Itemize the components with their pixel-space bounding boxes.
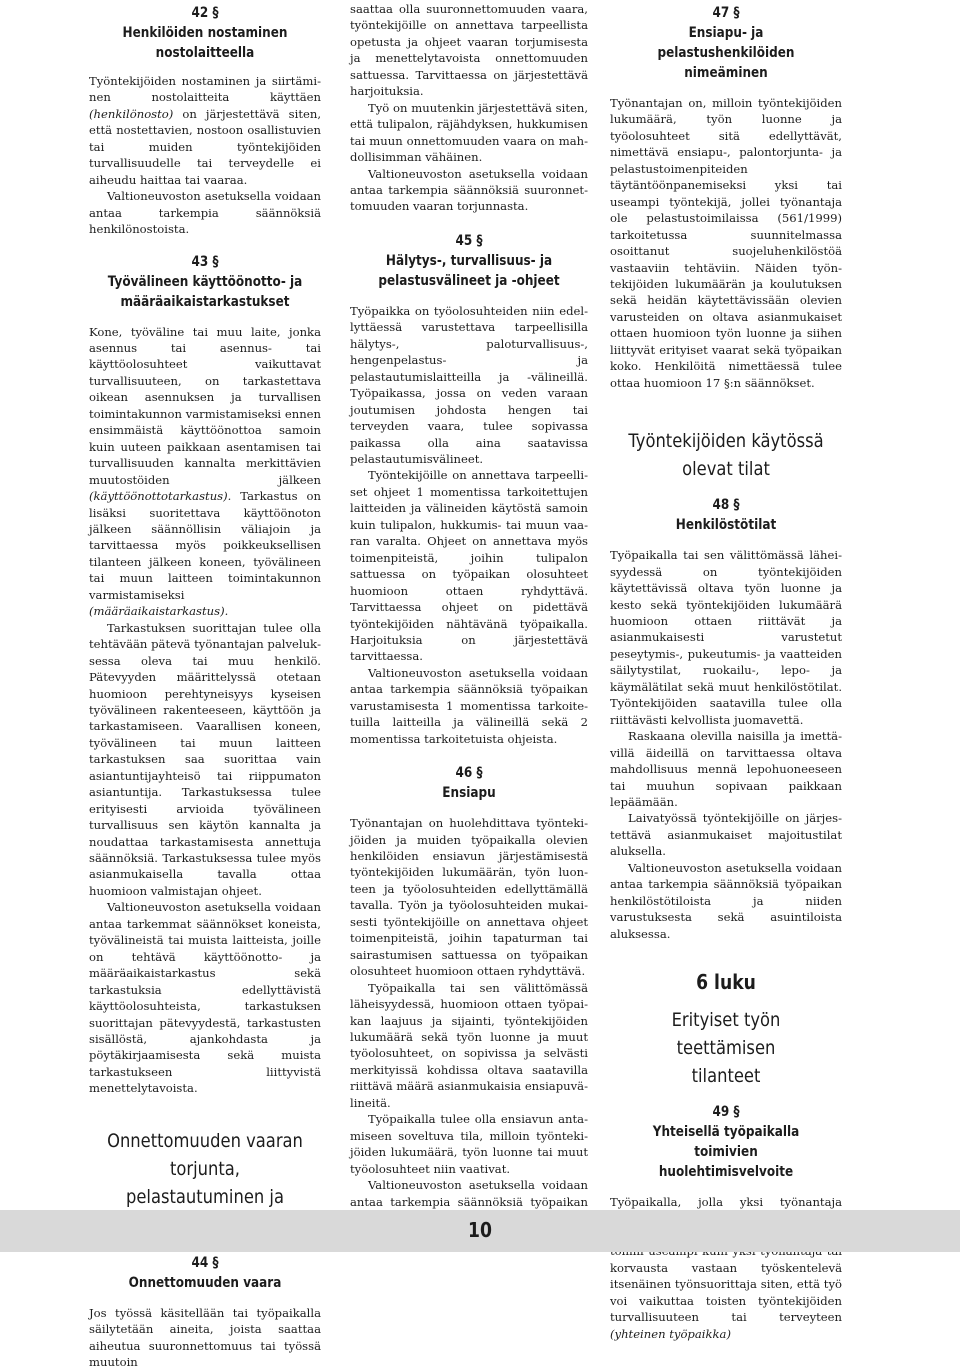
section-43-paragraph-2: Tarkastuksen suorittajan tulee olla tehtävään pätevä työnantajan palveluksessa oleva tai muu henkilö. Pätevyyden määrittelyssä otetaan huomioon perehtyneisyys kyseisen työvälineen rakenteeseen, käyttöön ja tarkastamiseen. Vaarallisen koneen, työvälineen tai muun laitteen tarkastuksen saa suorittaa vain asiantuntijayhteisö tai riippumaton asiantuntija. Tarkastuksessa tulee erityisesti arvioida työvälineen turvallisuus sen käytön kannalta ja noudattaa tarkastamisesta annettuja säännöksiä. Tarkastuksessa tulee myös asianmukaisella tavalla ottaa huomioon valmistajan ohjeet.	[89, 620, 321, 898]
section-45-paragraph-3: Valtioneuvoston asetuksella voidaan antaa tarkempia säännöksiä työpaikan varustamisesta 1 momentissa tarkoitetuilla laitteilla ja välineillä sekä 2 momentissa tarkoitetuista ohjeista.	[350, 665, 588, 746]
section-43-p1-emphasis-2: (määräaikaistarkastus).	[89, 604, 229, 619]
section-48-title	[626, 515, 826, 535]
section-43-p1-text-mid: Tarkastus on lisäksi suoritettava käyttöönoton jälkeen säännöllisin väliajoin ja tarvittaessa myös poikkeuksellisen tilanteen jälkeen koneen, työvälineen tai muun laitteen toimintakunnon varmistamiseksi	[89, 489, 321, 602]
section-43-title-line-2: määräaikaistarkastukset	[120, 293, 290, 310]
section-42-paragraph-1	[89, 73, 321, 188]
column-right	[610, 0, 842, 1342]
page-number: 10	[468, 1218, 492, 1242]
section-48-number: 48 §	[712, 497, 740, 514]
section-42-p1-text: Työntekijöiden nostaminen ja siirtäminen nostolaitteita käyttäen	[89, 74, 321, 105]
section-42-p1-text-end: on järjestettävä siten, että nostettavien, nostoon osallistuvien tai muiden työntekijöiden turvallisuudelle tai terveydelle ei aiheudu haittaa tai vaaraa.	[89, 106, 321, 187]
section-46-title	[367, 783, 572, 803]
section-42-title	[105, 23, 305, 63]
section-44-paragraph-1: Jos työssä käsitellään tai työpaikalla säilytetään aineita, joista saattaa aiheutua suuronnettomuus tai työssä muutoin	[89, 1305, 321, 1370]
section-48-paragraph-1: Työpaikalla tai sen välittömässä läheisyydessä on työntekijöiden käytettävissä oltava työn luonne ja kesto sekä työntekijöiden lukumäärä huomioon ottaen riittävät ja asianmukaisesti varustetut peseytymis-, pukeutumis- ja vaatteiden säilytystilat, ruokailu-, lepo- ja käymälätilat sekä muut henkilöstötilat. Työntekijöiden saatavilla tulee olla riittävästi kelvollista juomavettä.	[610, 548, 842, 727]
section-45-title	[367, 251, 572, 291]
chapter-6-title-line-1: Erityiset työn teettämisen	[671, 1009, 781, 1060]
section-45-paragraph-1: Työpaikka on työolosuhteiden niin edellyttäessä varustettava tarpeellisilla hälytys-, paloturvallisuus-, hengenpelastus- ja pelastautumislaitteilla ja -välineillä. Työpaikassa, jossa on veden varaan joutumisen johdosta hengen tai terveyden vaara, tulee sopivassa paikassa olla aina saatavissa pelastautumisvälineet.	[350, 303, 588, 466]
section-45-title-line-1: Hälytys-, turvallisuus- ja	[385, 252, 553, 269]
section-43-title	[105, 272, 305, 312]
section-44-number: 44 §	[191, 1254, 219, 1271]
section-42-p1-emphasis: (henkilönosto)	[89, 106, 174, 121]
section-46-paragraph-2: Työpaikalla tai sen välittömässä läheisyydessä, huomioon ottaen työpaikan laajuus ja sijainti, työntekijöiden lukumäärä sekä työn luonne ja muut työolosuhteet, on sopivissa ja selvästi merkityissä kohdissa oltava saatavilla riittävä määrä asianmukaisia ensiapuvälineitä.	[350, 980, 588, 1110]
section-47-title-line-2: nimeäminen	[684, 65, 768, 81]
section-48-paragraph-4: Valtioneuvoston asetuksella voidaan antaa tarkempia säännöksiä työpaikan henkilöstötiloista ja niiden varustuksesta sekä asuintiloista aluksessa.	[610, 860, 842, 941]
section-46-paragraph-4: Valtioneuvoston asetuksella voidaan antaa tarkempia säännöksiä työpaikan	[350, 1178, 588, 1209]
section-49-p1-text: Työpaikalla, jolla yksi työnantaja korvausta vastaan työskentelevä itsenäinen työnsuorittaja siten, että työ voi vaikuttaa toisten työntekijöiden turvallisuuteen tai terveyteen	[610, 1195, 842, 1325]
section-44-title	[105, 1273, 305, 1293]
chapter-6-number: 6 luku	[696, 970, 756, 995]
section-43-p1-emphasis: (käyttöönottotarkastus).	[89, 489, 232, 504]
section-46-title-line-1: Ensiapu	[442, 785, 496, 802]
section-48-paragraph-2: Raskaana olevilla naisilla ja imettävillä äideillä on tarvittaessa oltava mahdollisuus mennä lepohuoneeseen tai muuhun sopivaan paikkaan lepäämään.	[610, 729, 842, 809]
chapter-6-title-line-2: tilanteet	[691, 1065, 761, 1088]
section-46-number: 46 §	[455, 765, 483, 782]
section-47-number: 47 §	[712, 5, 740, 21]
section-42-title-line-2: nostolaitteella	[155, 45, 255, 61]
section-44-paragraph-1-continued: saattaa olla suuronnettomuuden vaara, työntekijöille on annettava tarpeellista opetusta ja ohjeet vaaran torjumisesta ja menettelytavoista onnettomuuden sattuessa. Tarvittaessa on järjestettävä harjoituksia.	[350, 2, 588, 99]
section-43-title-line-1: Työvälineen käyttöönotto- ja	[107, 273, 303, 290]
section-49-title-line-2: huolehtimisvelvoite	[658, 1164, 794, 1181]
section-43-paragraph-1	[89, 324, 321, 620]
section-44-paragraph-2: Työ on muutenkin järjestettävä siten, että tulipalon, räjähdyksen, hukkumisen tai muun onnettomuuden vaara on mahdollisimman vähäinen.	[350, 100, 588, 165]
page-number-band	[0, 1210, 960, 1252]
section-42-number: 42 §	[191, 5, 219, 21]
section-49-title	[626, 1122, 826, 1182]
section-46-paragraph-3: Työpaikalla tulee olla ensiavun antamiseen soveltuva tila, milloin työntekijöiden lukumäärä, työn luonne tai muut työolosuhteet niin vaativat.	[350, 1112, 588, 1176]
column-left	[89, 0, 321, 1371]
chapter-title-line-1: Onnettomuuden vaaran torjunta,	[107, 1129, 303, 1180]
section-48-paragraph-3: Laivatyössä työntekijöille on järjestettävä asianmukaiset majoitustilat aluksella.	[610, 811, 842, 859]
section-42-paragraph-2: Valtioneuvoston asetuksella voidaan antaa tarkempia säännöksiä henkilönostoista.	[89, 189, 321, 237]
section-43-number: 43 §	[191, 253, 219, 270]
chapter-tilat-line-2: olevat tilat	[682, 458, 770, 481]
section-44-paragraph-3: Valtioneuvoston asetuksella voidaan antaa tarkempia säännöksiä suuronnettomuuden vaaran torjunnasta.	[350, 166, 588, 214]
section-45-number: 45 §	[455, 232, 483, 249]
section-48-title-line-1: Henkilöstötilat	[675, 517, 777, 534]
section-47-title	[626, 23, 826, 83]
section-46-paragraph-1: Työnantajan on huolehdittava työntekijöiden ja muiden työpaikalla olevien henkilöiden ensiavun järjestämisestä työntekijöiden lukumäärän, työn luonteen ja työolosuhteiden edellyttämällä tavalla. Työn ja työolosuhteiden mukaisesti työntekijöille on annettava ohjeet toimenpiteistä, joihin tapaturman tai sairastumisen sattuessa on työpaikan olosuhteet huomioon ottaen ryhdyttävä.	[350, 816, 588, 979]
section-47-paragraph-1: Työnantajan on, milloin työntekijöiden lukumäärä, työn luonne ja työolosuhteet sitä edellyttävät, nimettävä ensiapu-, palontorjunta- ja pelastustoimenpiteiden täytäntöönpanemiseksi yksi tai useampi työntekijä, jollei työnantaja ole pelastustoimilaissa (561/1999) tarkoitetussa suunnitelmassa osoittanut suojeluhenkilöstöä vastaaviin tehtäviin. Näiden työntekijöiden lukumäärän ja koulutuksen sekä heidän käytettävissään olevien varusteiden on oltava asianmukaiset ottaen huomioon työn luonne ja siihen liittyvät erityiset vaarat sekä työpaikan koko. Henkilöitä nimettäessä tulee ottaa huomioon 17 §:n säännökset.	[610, 96, 842, 390]
chapter-6-title	[626, 1006, 826, 1090]
chapter-title-line-2: pelastautuminen ja	[125, 1185, 284, 1208]
column-middle	[350, 0, 588, 1243]
section-44-title-line-1: Onnettomuuden vaara	[128, 1274, 282, 1291]
section-49-p1-emphasis: (yhteinen työpaikka)	[610, 1326, 731, 1341]
section-49-number: 49 §	[712, 1104, 740, 1121]
chapter-title-tilat	[626, 427, 826, 483]
section-45-title-line-2: pelastusvälineet ja -ohjeet	[378, 272, 560, 289]
section-42-title-line-1: Henkilöiden nostaminen	[122, 25, 288, 41]
section-43-p1-text: Kone, työväline tai muu laite, jonka asennus tai asennus- tai käyttöolosuhteet vaikuttavat turvallisuuteen, on tarkastettava oikean asennuksen ja turvallisen toimintakunnon varmistamiseksi ennen ensimmäistä käyttöönottoa samoin kuin uuteen paikkaan asentamisen tai turvallisuuden kannalta merkittävien muutostöiden jälkeen	[89, 324, 321, 487]
section-45-paragraph-2: Työntekijöille on annettava tarpeelliset ohjeet 1 momentissa tarkoitettujen laitteiden ja välineiden käytöstä samoin kuin tulipalon, hukkumis- tai muun vaaran varalta. Ohjeet on annettava myös toimenpiteistä, joihin tulipalon sattuessa on työpaikan olosuhteet huomioon ottaen ryhdyttävä. Tarvittaessa ohjeet on pidettävä työntekijöiden nähtävänä työpaikalla. Harjoituksia on järjestettävä tarvittaessa.	[350, 468, 588, 664]
section-47-title-line-1: Ensiapu- ja pelastushenkilöiden	[657, 25, 795, 61]
section-49-title-line-1: Yhteisellä työpaikalla toimivien	[652, 1124, 800, 1161]
chapter-tilat-line-1: Työntekijöiden käytössä	[628, 430, 824, 453]
section-43-paragraph-3: Valtioneuvoston asetuksella voidaan antaa tarkemmat säännökset koneista, työvälineistä tai muista laitteista, joille on tehtävä käyttöönotto- ja määräaikaistarkastus sekä tarkastuksia edellyttävistä käyttöolosuhteista, tarkastuksen suorittajan pätevyydestä, tarkastusten sisällöstä, ajankohdasta ja pöytäkirjaamisesta sekä muista tarkastukseen liittyvistä menettelytavoista.	[89, 900, 321, 1096]
